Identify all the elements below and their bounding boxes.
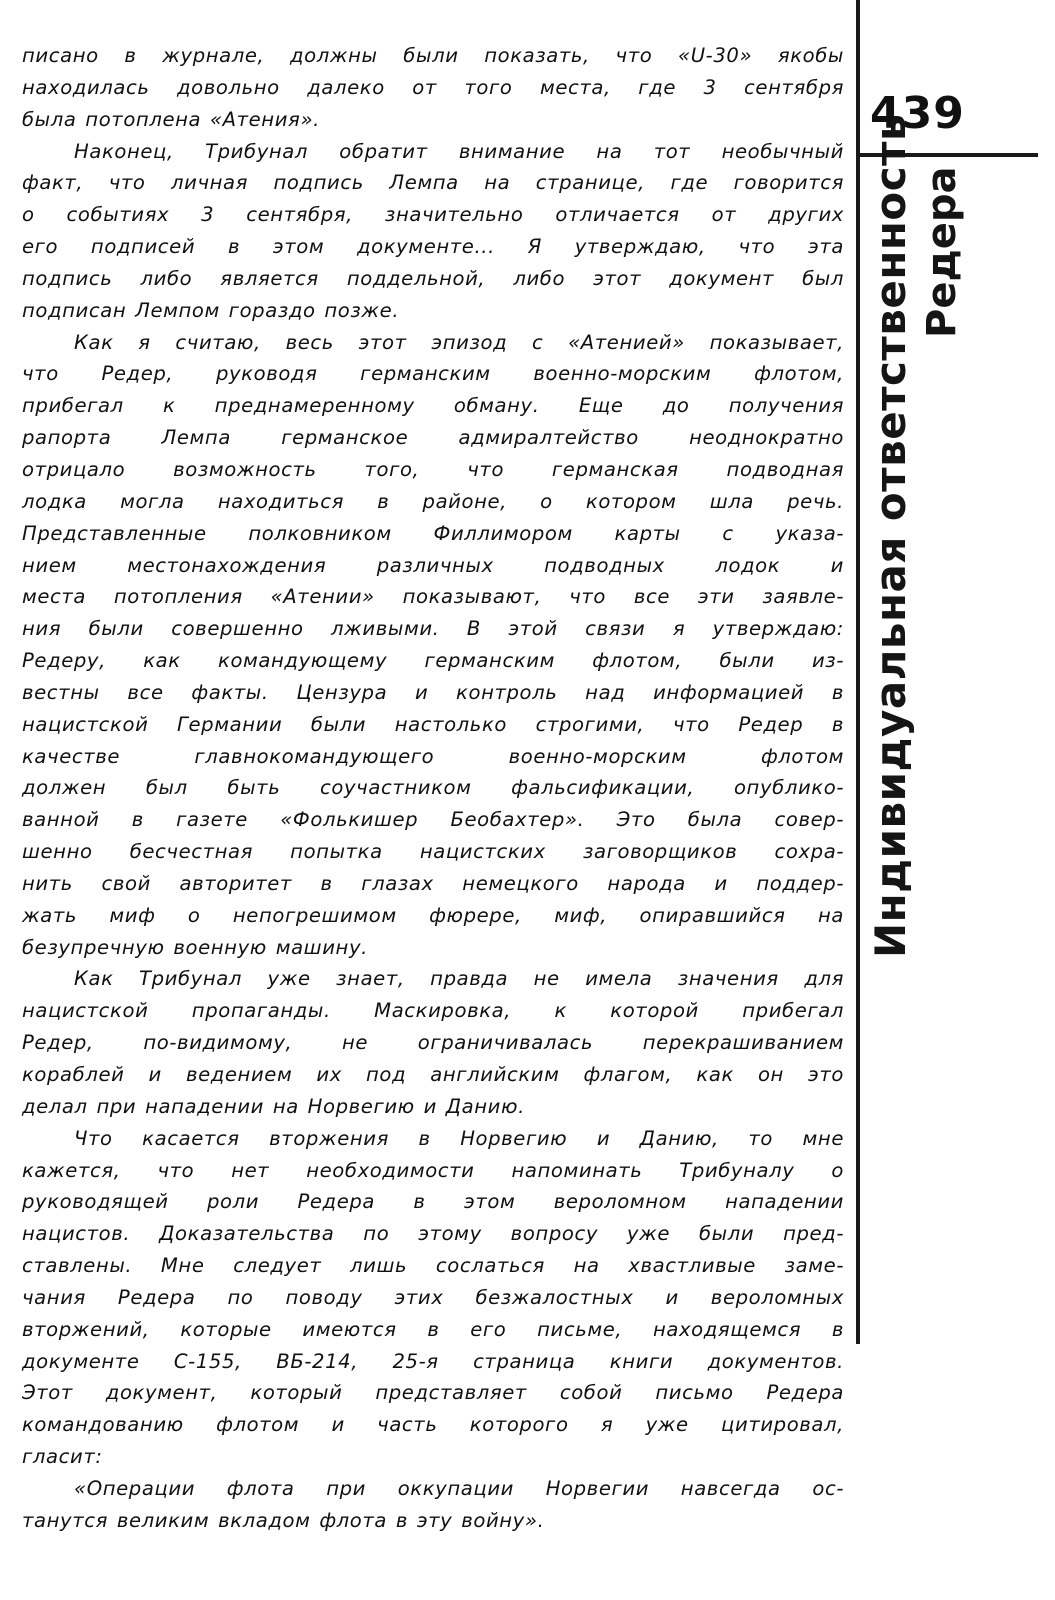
- text-line: Этот документ, который представляет собой письмо Редера: [22, 1381, 844, 1405]
- text-line: кораблей и ведением их под английским флагом, как он это: [22, 1063, 844, 1086]
- text-line: прибегал к преднамеренному обману. Еще до получения: [22, 394, 844, 418]
- text-line: качестве главнокомандующего военно-морским флотом: [22, 744, 844, 768]
- text-line: кажется, что нет необходимости напоминать Трибуналу о: [22, 1158, 844, 1182]
- text-line: что Редер, руководя германским военно-морским флотом,: [22, 362, 844, 386]
- text-line: факт, что личная подпись Лемпа на странице, где говорится: [22, 171, 844, 195]
- text-line: Представленные полковником Филлимором карты с указа-: [22, 521, 844, 545]
- text-line: нацистов. Доказательства по этому вопросу уже были пред-: [22, 1222, 844, 1246]
- text-line: нием местонахождения различных подводных лодок и: [22, 553, 844, 577]
- text-line: отрицало возможность того, что германская подводная: [22, 457, 844, 481]
- text-line: Редеру, как командующему германским флотом, были из-: [22, 649, 844, 673]
- text-line: ставлены. Мне следует лишь сослаться на хвастливые заме-: [22, 1254, 844, 1278]
- text-line: ния были совершенно лживыми. В этой связи я утверждаю:: [22, 617, 844, 641]
- text-line: документе С-155, ВБ-214, 25-я страница книги документов.: [22, 1349, 844, 1373]
- text-line: нацистской Германии были настолько строгими, что Редер в: [22, 712, 844, 736]
- text-line: Что касается вторжения в Норвегию и Данию, то мне: [74, 1126, 844, 1150]
- text-line: рапорта Лемпа германское адмиралтейство неоднократно: [22, 426, 844, 450]
- text-line: Как Трибунал уже знает, правда не имела значения для: [74, 967, 844, 991]
- text-line: чания Редера по поводу этих безжалостных и вероломных: [22, 1285, 844, 1309]
- text-line: Редер, по-видимому, не ограничивалась перекрашиванием: [22, 1031, 844, 1055]
- text-line: вестны все факты. Цензура и контроль над информацией в: [22, 680, 844, 704]
- text-line: лодка могла находиться в районе, о котором шла речь.: [22, 489, 844, 513]
- text-line: Наконец, Трибунал обратит внимание на тот необычный: [74, 139, 844, 163]
- text-line: места потопления «Атении» показывают, что все эти заявле-: [22, 585, 844, 609]
- running-title-main: Индивидуальная ответственность: [866, 113, 915, 958]
- page-number: 439: [870, 88, 965, 139]
- text-line: гласит:: [22, 1445, 103, 1469]
- text-line: «Операции флота при оккупации Норвегии навсегда ос-: [74, 1476, 844, 1500]
- text-line: делал при нападении на Норвегию и Данию.: [22, 1094, 525, 1118]
- running-title-sub: Редера: [919, 166, 965, 338]
- text-line: должен был быть соучастником фальсификации, опублико-: [22, 776, 844, 800]
- text-line: подписан Лемпом гораздо позже.: [22, 298, 400, 322]
- text-line: шенно бесчестная попытка нацистских заговорщиков сохра-: [22, 840, 844, 864]
- text-line: вторжений, которые имеются в его письме, находящемся в: [22, 1317, 844, 1341]
- text-line: руководящей роли Редера в этом вероломном нападении: [22, 1190, 844, 1214]
- text-line: нацистской пропаганды. Маскировка, к которой прибегал: [22, 999, 844, 1023]
- text-line: писано в журнале, должны были показать, что «U-30» якобы: [22, 44, 844, 67]
- vertical-rule: [856, 0, 860, 1344]
- text-line: ванной в газете «Фолькишер Беобахтер». Это была совер-: [22, 808, 844, 832]
- body-text: [22, 40, 844, 1537]
- text-line: была потоплена «Атения».: [22, 107, 320, 131]
- text-line: нить свой авторитет в глазах немецкого народа и поддер-: [22, 871, 844, 895]
- text-line: жать миф о непогрешимом фюрере, миф, опиравшийся на: [22, 903, 844, 927]
- text-line: находилась довольно далеко от того места, где 3 сентября: [22, 75, 844, 99]
- text-line: танутся великим вкладом флота в эту войну».: [22, 1508, 545, 1532]
- text-line: Как я считаю, весь этот эпизод с «Атенией» показывает,: [74, 330, 844, 354]
- text-line: о событиях 3 сентября, значительно отличается от других: [22, 203, 844, 227]
- text-line: безупречную военную машину.: [22, 935, 368, 959]
- text-line: командованию флотом и часть которого я уже цитировал,: [22, 1413, 844, 1437]
- text-line: подпись либо является поддельной, либо этот документ был: [22, 266, 844, 290]
- text-line: его подписей в этом документе... Я утверждаю, что эта: [22, 235, 844, 259]
